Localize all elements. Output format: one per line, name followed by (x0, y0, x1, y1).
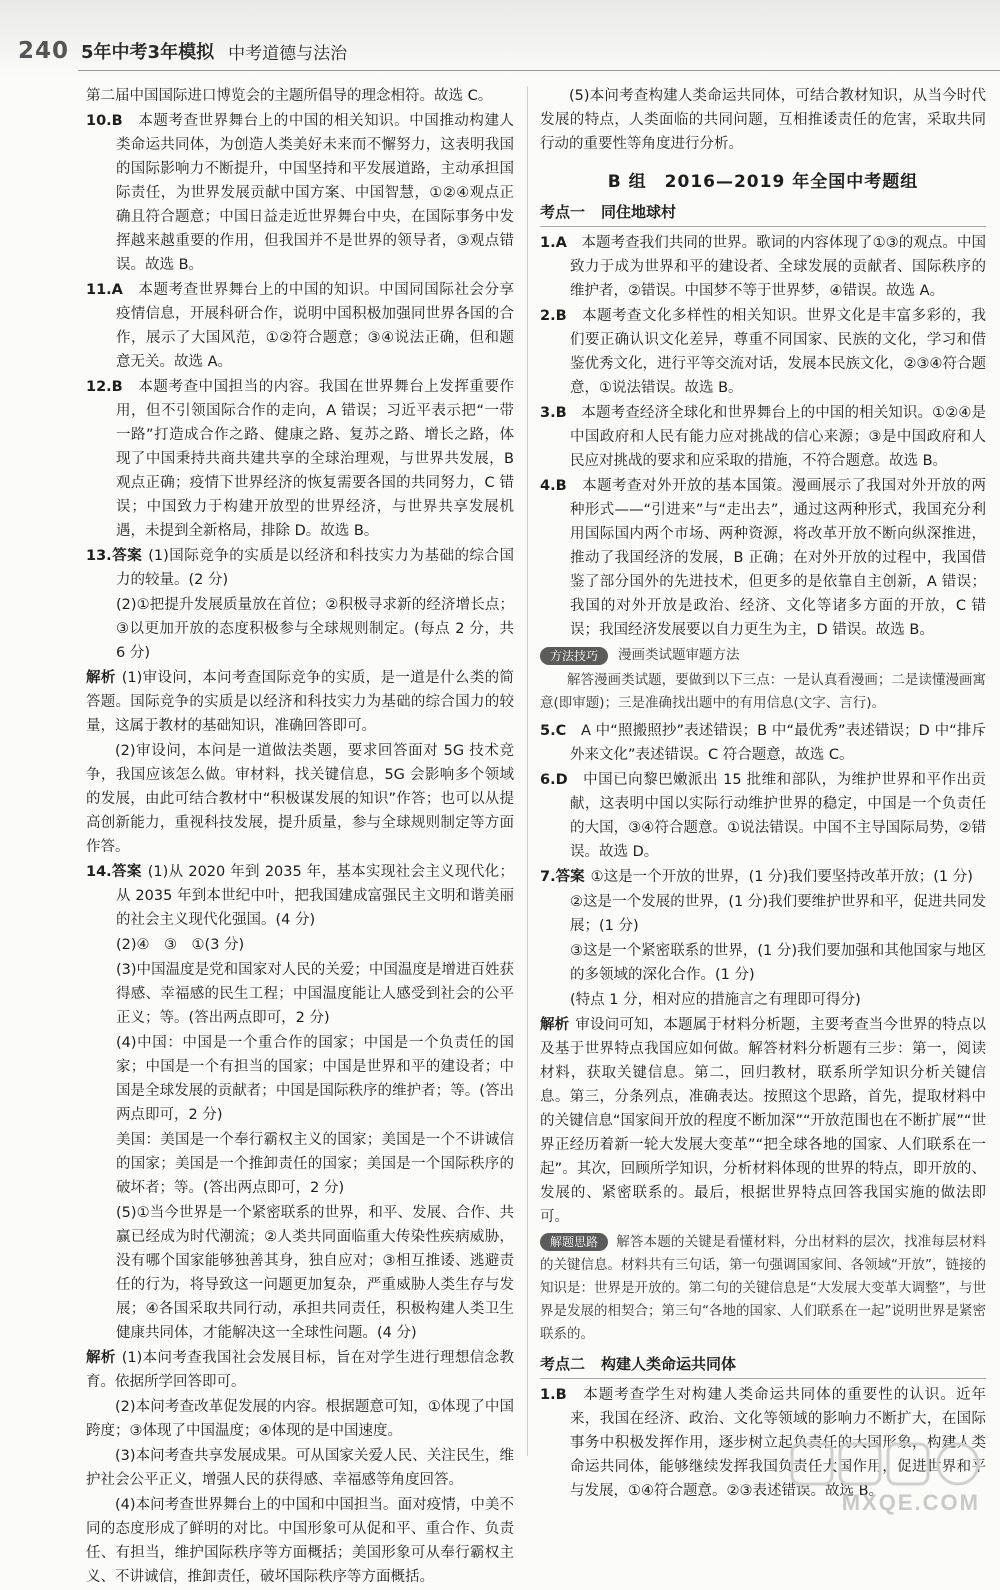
analysis-14-part2: (2)本问考查改革促发展的内容。根据题意可知，①体现了中国跨度；③体现了中国温度；④体现的是中国速度。 (86, 1399, 514, 1439)
item-number: 14. (86, 864, 112, 880)
answer-item-r1 (540, 231, 986, 303)
answer-label: 答案 (111, 548, 143, 564)
item-number: 3.B (540, 405, 567, 421)
answer-item-14 (86, 860, 514, 1589)
answer-item-r5 (540, 719, 986, 767)
analysis-r7 (540, 1013, 986, 1229)
answer-item-12 (86, 375, 514, 543)
answer-14-part4: (4)中国：中国是一个重合作的国家；中国是一个负责任的国家；中国是一个有担当的国家；中国是世界和平的建设者；中国是全球发展的贡献者；中国是国际秩序的维护者；等。(答出两点即可，2 分) (116, 1035, 514, 1123)
answer-label: 答案 (111, 864, 142, 880)
analysis-text: (1)审设问，本问考查国际竞争的实质，是一道是什么类的简答题。国际竞争的实质是以经济和科技实力为基础的综合国力的较量，这属于教材的基础知识，准确回答即可。 (86, 670, 515, 734)
section-heading-2 (540, 1352, 986, 1379)
item-number: 1.B (540, 1387, 567, 1403)
item-text: 本题考查世界舞台上的中国的相关知识。中国推动构建人类命运共同体，为创造人类美好未来而不懈努力，这表明我国的国际影响力不断提升，中国坚持和平发展道路，主动承担国际责任，为世界发展贡献中国方案、中国智慧，①②④观点正确且符合题意；中国日益走近世界舞台中央，在国际事务中发挥越来越重要的作用，但我国并不是世界的领导者，③观点错误。故选 B。 (116, 113, 515, 273)
tip-body: 解答本题的关键是看懂材料，分出材料的层次，找准每层材料的关键信息。材料共有三句话，第一句强调国家间、各领域“开放”，链接的知识是：世界是开放的。第二句的关键信息是“大发展大变革大调整”，与世界是发展的相契合；第三句“各地的国家、人们联系在一起”说明世界是紧密联系的。 (540, 1234, 986, 1342)
tip-badge: 解题思路 (540, 1233, 608, 1251)
item-number: 11.A (86, 282, 123, 298)
answer-r7-part3: ③这是一个紧密联系的世界，(1 分)我们要加强和其他国家与地区的多领域的深化合作。(1 分) (570, 943, 986, 983)
analysis-text: 审设问可知，本题属于材料分析题，主要考查当今世界的特点以及基于世界特点我国应如何做。解答材料分析题有三步：第一，阅读材料，获取关键信息。第二，回归教材，联系所学知识分析关键信息。第三，分条列点，准确表达。按照这个思路，首先，提取材料中的关键信息“国家间开放的程度不断加深”“开放范围也在不断扩展”“世界正经历着新一轮大发展大变革”“把全球各地的国家、人们联系在一起”。其次，回顾所学知识，分析材料体现的世界的特点，即开放的、发展的、紧密联系的。最后，根据世界特点回答我国实施的做法即可。 (540, 1017, 987, 1225)
answer-14-part1 (86, 860, 514, 932)
item-text: 中国已向黎巴嫩派出 15 批维和部队，为维护世界和平作出贡献，这表明中国以实际行动维护世界的稳定，中国是一个负责任的大国，③④符合题意。①说法错误。中国不主导国际局势，②错误。故选 D。 (570, 772, 987, 860)
column-divider (527, 86, 528, 1456)
section-title: 同住地球村 (601, 203, 677, 221)
tip-head (540, 644, 986, 667)
item-number: 2.B (540, 308, 567, 324)
answer-r7-part2: ②这是一个发展的世界，(1 分)我们要维护世界和平，促进共同发展；(1 分) (570, 894, 986, 934)
item-text: 本题考查中国担当的内容。我国在世界舞台上发挥重要作用，但不引领国际合作的走向，A 错误；习近平表示把“一带一路”打造成合作之路、健康之路、复苏之路、增长之路，体现了中国秉持共商共建共享的全球治理观，与世界共发展，B 观点正确；疫情下世界经济的恢复需要各国的共同努力，C 错误；中国致力于构建开放型的世界经济，与世界共享发展机遇，未提到全新格局，排除 D。故选 B。 (116, 379, 515, 539)
answer-r7-part1 (540, 865, 986, 889)
answer-item-r7 (540, 865, 986, 1229)
header-row (18, 36, 347, 66)
analysis-14-part1 (86, 1346, 514, 1394)
answer-item-r6 (540, 768, 986, 864)
item-text: 本题考查对外开放的基本国策。漫画展示了我国对外开放的两种形式——“引进来”与“走出去”，通过这两种形式，我国充分利用国际国内两个市场、两种资源，将改革开放不断向纵深推进，推动了我国经济的发展，B 正确；在对外开放的过程中，我国借鉴了部分国外的先进技术，但更多的是依靠自主创新，A 错误；我国的对外开放是政治、经济、文化等诸多方面的开放，C 错误；我国经济发展要以自力更生为主，D 错误。故选 B。 (570, 478, 986, 638)
item-number: 4.B (540, 478, 567, 494)
item-text: 本题考查我们共同的世界。歌词的内容体现了①③的观点。中国致力于成为世界和平的建设者、全球发展的贡献者、国际秩序的维护者，②错误。中国梦不等于世界梦，④错误。故选 A。 (570, 235, 987, 299)
watermark-text: MXQE.COM (841, 1490, 980, 1515)
answer-item-13 (86, 544, 514, 859)
item-text: 本题考查世界舞台上的中国的知识。中国同国际社会分享疫情信息，开展科研合作，说明中国积极加强同世界各国的合作，展示了大国风范，①②符合题意；③④说法正确，但和题意无关。故选 A。 (116, 282, 515, 370)
item-text: A 中“照搬照抄”表述错误；B 中“最优秀”表述错误；D 中“排斥外来文化”表述错误。C 符合题意，故选 C。 (570, 723, 986, 763)
answer-item-10 (86, 109, 514, 277)
item-number: 5.C (540, 723, 567, 739)
book-series-title: 5年中考3年模拟 (81, 42, 215, 63)
item-number: 1.A (540, 235, 567, 251)
left-column (86, 84, 514, 1590)
solution-tip-box (540, 1231, 986, 1346)
section-label: 考点一 (540, 203, 586, 221)
analysis-14-part3: (3)本问考查共享发展成果。可从国家关爱人民、关注民生，维护社会公平正义，增强人民的获得感、幸福感等角度回答。 (86, 1448, 514, 1488)
subject-title: 中考道德与法治 (228, 43, 348, 64)
section-title: 构建人类命运共同体 (601, 1355, 737, 1373)
method-tip-box (540, 644, 986, 715)
right-column (540, 84, 986, 1504)
item-number: 7. (540, 869, 556, 885)
answer-r7-part4: (特点 1 分，相对应的措施言之有理即可得分) (570, 992, 861, 1008)
header-rule (78, 70, 1000, 71)
section-label: 考点二 (540, 1355, 586, 1373)
item-text: 本题考查经济全球化和世界舞台上的中国的相关知识。①②④是中国政府和人民有能力应对挑战的信心来源；③是中国政府和人民应对挑战的要求和应采取的措施，不符合题意。故选 B。 (570, 405, 986, 469)
site-watermark (788, 1438, 988, 1516)
group-title: B 组 2016—2019 年全国中考题组 (607, 172, 919, 192)
tip-title: 漫画类试题审题方法 (618, 647, 740, 663)
continued-analysis: (5)本问考查构建人类命运共同体，可结合教材知识，从当今时代发展的特点，人类面临的共同问题，互相推诿责任的危害，采取共同行动的重要性等角度进行分析。 (540, 88, 986, 152)
answer-item-r2 (540, 304, 986, 400)
answer-item-r4 (540, 474, 986, 642)
watermark-logo-icon (788, 1438, 988, 1490)
analysis-13-part1 (86, 666, 514, 738)
section-heading-1 (540, 200, 986, 227)
answer-13-part1 (86, 544, 514, 592)
page-header (0, 0, 1000, 80)
item-text: 本题考查学生对构建人类命运共同体的重要性的认识。近年来，我国在经济、政治、文化等领域的影响力不断扩大，在国际事务中积极发挥作用，逐步树立起负责任的大国形象，构建人类命运共同体，能够继续发挥我国负责任大国作用，促进世界和平与发展，①④符合题意。②③表述错误。故选 B。 (570, 1387, 986, 1499)
analysis-text: (1)本问考查我国社会发展目标，旨在对学生进行理想信念教育。依据所学回答即可。 (86, 1350, 515, 1390)
answer-14-part3: (3)中国温度是党和国家对人民的关爱；中国温度是增进百姓获得感、幸福感的民生工程；中国温度能让人感受到社会的公平正义；等。(答出两点即可，2 分) (116, 962, 514, 1026)
answer-text: (1)从 2020 年到 2035 年，基本实现社会主义现代化；从 2035 年到本世纪中叶，把我国建成富强民主文明和谐美丽的社会主义现代化强国。(4 分) (116, 864, 515, 928)
answer-14-part5: (5)①当今世界是一个紧密联系的世界，和平、发展、合作、共赢已经成为时代潮流；②人类共同面临重大传染性疾病威胁，没有哪个国家能够独善其身，独自应对；③相互推诿、逃避责任的行为，将导致这一问题更加复杂，严重威胁人类生存与发展；④各国采取共同行动，承担共同责任，积极构建人类卫生健康共同体，才能解决这一全球性问题。(4 分) (116, 1205, 514, 1341)
tip-badge: 方法技巧 (540, 647, 608, 665)
analysis-label: 解析 (540, 1017, 570, 1033)
tip-paragraph (540, 1231, 986, 1346)
item-number: 10.B (86, 113, 123, 129)
answer-item-11 (86, 278, 514, 374)
item-number: 12.B (86, 379, 123, 395)
answer-label: 答案 (555, 869, 585, 885)
answer-14-part2: (2)④ ③ ①(3 分) (116, 937, 245, 953)
answer-14-part4b: 美国：美国是一个奉行霸权主义的国家；美国是一个不讲诚信的国家；美国是一个推卸责任的国家；美国是一个国际秩序的破坏者；等。(答出两点即可，2 分) (116, 1132, 514, 1196)
item-number: 6.D (540, 772, 568, 788)
tip-body: 解答漫画类试题，要做到以下三点：一是认真看漫画；二是读懂漫画寓意(即审题)；三是准确找出题中的有用信息(文字、言行)。 (540, 672, 986, 711)
analysis-label: 解析 (86, 670, 116, 686)
answer-13-part2: (2)①把提升发展质量放在首位；②积极寻求新的经济增长点；③以更加开放的态度积极参与全球规则制定。(每点 2 分，共 6 分) (116, 597, 514, 661)
answer-text: (1)国际竞争的实质是以经济和科技实力为基础的综合国力的较量。(2 分) (116, 548, 514, 588)
continued-text: 第二届中国国际进口博览会的主题所倡导的理念相符。故选 C。 (86, 88, 493, 104)
item-text: 本题考查文化多样性的相关知识。世界文化是丰富多彩的，我们要正确认识文化差异，尊重不同国家、民族的文化，学习和借鉴优秀文化，进行平等交流对话，发展本民族文化，②③④符合题意，①说法错误。故选 B。 (570, 308, 986, 396)
page-number: 240 (18, 38, 70, 64)
analysis-14-part4: (4)本问考查世界舞台上的中国和中国担当。面对疫情，中美不同的态度形成了鲜明的对比。中国形象可从促和平、重合作、负责任、有担当，维护国际秩序等方面概括；美国形象可从奉行霸权主义、不讲诚信，推卸责任，破坏国际秩序等方面概括。 (86, 1497, 514, 1585)
answer-text: ①这是一个开放的世界，(1 分)我们要坚持改革开放；(1 分) (590, 869, 973, 885)
analysis-label: 解析 (86, 1350, 116, 1366)
answer-item-r3 (540, 401, 986, 473)
analysis-13-part2: (2)审设问，本问是一道做法类题，要求回答面对 5G 技术竞争，我国应该怎么做。审材料，找关键信息，5G 会影响多个领域的发展，由此可结合教材中“积极谋发展的知识”作答；也可以从提高创新能力，重视科技发展，提升质量，参与全球规则制定等方面作答。 (86, 743, 514, 855)
item-number: 13. (86, 548, 112, 564)
